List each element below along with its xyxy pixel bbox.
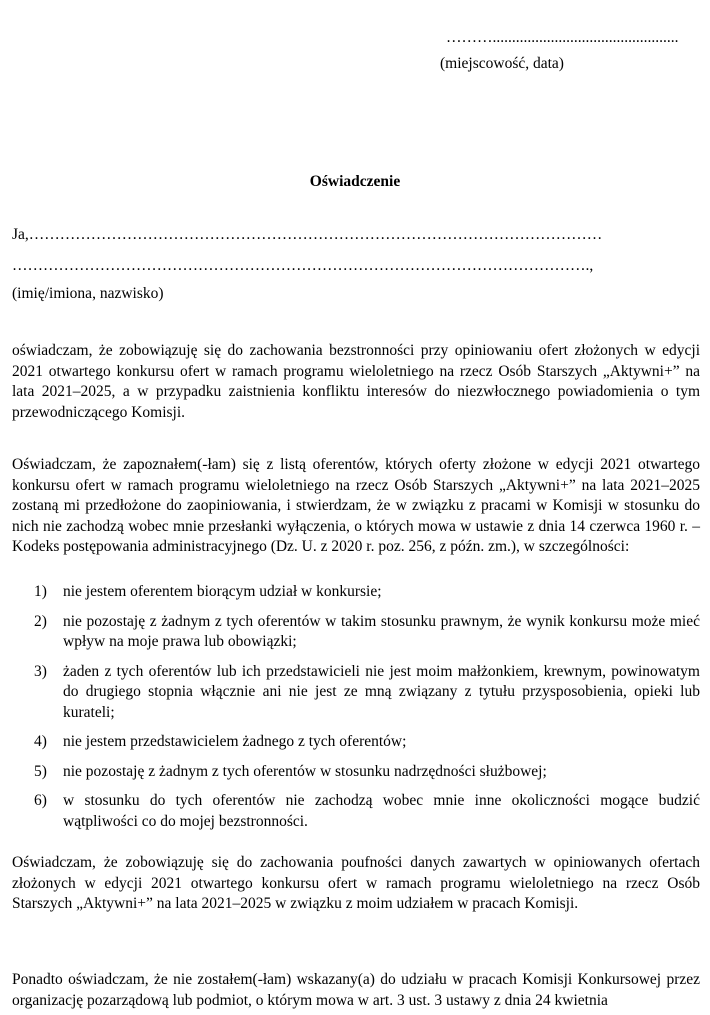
list-item-number: 2) [34, 612, 47, 630]
name-label: (imię/imiona, nazwisko) [12, 285, 164, 302]
list-item-number: 4) [34, 733, 47, 750]
list-item [12, 762, 700, 783]
name-dots-line-2: …………………………………………………………………………………………………., [12, 257, 594, 274]
impartiality-paragraph: oświadczam, że zobowiązuję się do zachowania bezstronności przy opiniowaniu ofert złożonych w edycji 2021 otwartego konkursu ofert w ramach programu wieloletniego na rzecz Osób Starszych „Aktywni+” na lata 2021–2025, a w przypadku zaistnienia konfliktu interesów do niezwłocznego powiadomienia o tym przewodniczącego Komisji. [12, 342, 700, 421]
confidentiality-paragraph: Oświadczam, że zobowiązuję się do zachowania poufności danych zawartych w opiniowanych ofertach złożonych w edycji 2021 otwartego konkursu ofert w ramach programu wieloletniego na rzecz Osób Starszych „Aktywni+” na lata 2021–2025 w związku z moim udziałem w pracach Komisji. [12, 854, 700, 912]
list-item [12, 732, 700, 753]
list-item-text: nie jestem przedstawicielem żadnego z tych oferentów; [63, 733, 407, 750]
exclusion-list [12, 582, 700, 841]
list-item-text: nie pozostaję z żadnym z tych oferentów w stosunku nadrzędności służbowej; [63, 762, 547, 780]
list-item [12, 582, 700, 603]
list-item [12, 662, 700, 724]
list-item-text: żaden z tych oferentów lub ich przedstawicieli nie jest moim małżonkiem, krewnym, powinowatym do drugiego stopnia włącznie ani nie jest ze mną związany z tytułu przysposobienia, opieki lub kurateli; [63, 662, 700, 721]
list-item [12, 612, 700, 653]
list-item [12, 791, 700, 832]
place-date-dots: ………................................................ [446, 29, 679, 46]
list-item-text: nie pozostaję z żadnym z tych oferentów w takim stosunku prawnym, że wynik konkursu może mieć wpływ na moje prawa lub obowiązki; [63, 612, 700, 650]
list-item-text: w stosunku do tych oferentów nie zachodzą wobec mnie inne okoliczności mogące budzić wątpliwości co do mojej bezstronności. [63, 792, 700, 830]
applicants-paragraph: Oświadczam, że zapoznałem(-łam) się z listą oferentów, których oferty złożone w edycji 2021 otwartego konkursu ofert w ramach programu wieloletniego na rzecz Osób Starszych „Aktywni+” na lata 2021–2025 zostaną mi przedłożone do zaopiniowania, i stwierdzam, że w związku z pracami w Komisji w stosunku do nich nie zachodzą wobec mnie przesłanki wyłączenia, o których mowa w ustawie z dnia 14 czerwca 1960 r. – Kodeks postępowania administracyjnego (Dz. U. z 2020 r. poz. 256, z późn. zm.), w szczególności: [12, 456, 700, 555]
document-title: Oświadczenie [309, 173, 401, 190]
list-item-number: 6) [34, 792, 47, 809]
list-item-text: nie jestem oferentem biorącym udział w konkursie; [63, 583, 382, 600]
name-dots-line-1: Ja,………………………………………………………………………………………………… [12, 226, 603, 243]
list-item-number: 1) [34, 583, 47, 600]
list-item-number: 5) [34, 762, 47, 780]
list-item-number: 3) [34, 662, 47, 680]
place-date-label: (miejscowość, data) [440, 55, 564, 72]
nomination-paragraph: Ponadto oświadczam, że nie zostałem(-łam) wskazany(a) do udziału w pracach Komisji Konkursowej przez organizację pozarządową lub podmiot, o którym mowa w art. 3 ust. 3 ustawy z dnia 24 kwietnia [12, 971, 700, 1009]
